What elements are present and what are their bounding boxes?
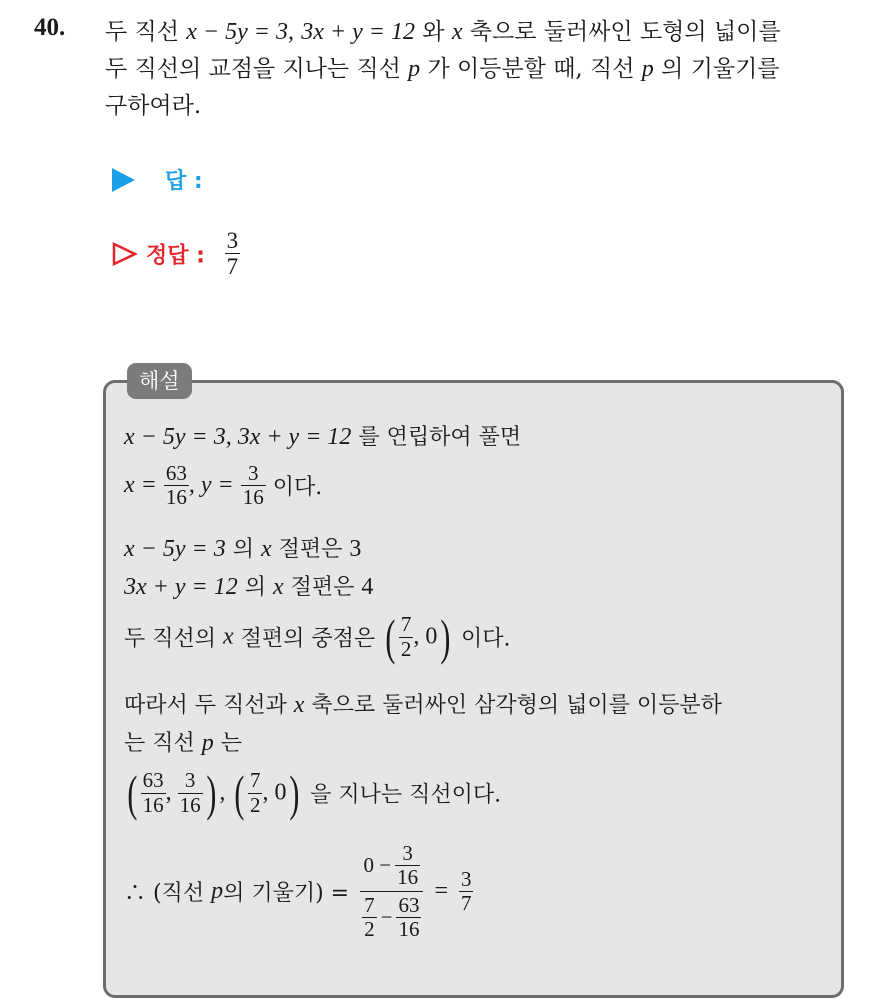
text: 절편의 중점은 bbox=[233, 626, 383, 652]
text: 이다. bbox=[453, 626, 511, 652]
text: 두 직선 bbox=[105, 19, 187, 45]
text: 절편은 bbox=[283, 575, 362, 600]
text: 따라서 두 직선과 bbox=[124, 693, 294, 718]
text: 축으로 둘러싸인 삼각형의 넓이를 이등분하 bbox=[304, 693, 722, 718]
correct-answer-fraction bbox=[225, 228, 241, 280]
intercept-value: 4 bbox=[361, 574, 374, 600]
question-line-1 bbox=[105, 14, 865, 51]
text: 는 직선 bbox=[124, 731, 202, 756]
question-text bbox=[105, 14, 865, 125]
text: , y = bbox=[188, 472, 234, 499]
question-line-2 bbox=[105, 51, 865, 88]
correct-answer-row bbox=[112, 228, 240, 280]
text: 절편은 bbox=[271, 537, 350, 562]
text: ∴ (직선 bbox=[124, 881, 212, 907]
text: 을 지나는 직선이다. bbox=[303, 782, 502, 808]
numerator: 3 bbox=[460, 867, 472, 892]
play-triangle-icon bbox=[112, 168, 135, 192]
x-fraction bbox=[164, 462, 189, 509]
numerator: 3 bbox=[402, 841, 413, 865]
numerator: 3 bbox=[247, 461, 259, 485]
solution-line-6 bbox=[124, 688, 844, 719]
solution-line-8: ( $\frac{63}{16}$ , $\frac{3}{16}$ ) , ( $\frac{7}{2}$ , 0) 을 지나는 직선이다. bbox=[127, 765, 502, 821]
numerator: 63 bbox=[398, 893, 420, 918]
solution-line-4 bbox=[124, 570, 844, 601]
text: 의 기울기) = bbox=[223, 881, 350, 907]
variable-x: x bbox=[451, 19, 463, 45]
fraction bbox=[362, 894, 377, 941]
slope-numerator bbox=[361, 842, 422, 891]
text: 0 − bbox=[363, 853, 392, 878]
text: 의 bbox=[225, 537, 261, 562]
left-paren: ( bbox=[127, 765, 138, 821]
text: 의 bbox=[237, 575, 273, 600]
numerator: 63 bbox=[142, 768, 164, 793]
solution-line-7 bbox=[124, 726, 844, 757]
numerator: 7 bbox=[364, 893, 375, 918]
fraction bbox=[396, 894, 421, 941]
variable-p: p bbox=[211, 878, 224, 905]
text: 0 bbox=[274, 779, 287, 806]
text: 를 연립하여 풀면 bbox=[351, 425, 522, 450]
text: 두 직선의 bbox=[124, 626, 223, 652]
denominator: 16 bbox=[398, 917, 420, 942]
variable-p: p bbox=[641, 56, 654, 82]
denominator: 2 bbox=[249, 792, 261, 817]
denominator: 16 bbox=[165, 485, 187, 510]
answer-label: 답 : bbox=[165, 169, 203, 194]
numerator: 7 bbox=[400, 612, 412, 637]
left-paren: ( bbox=[234, 765, 245, 821]
solution-line-1 bbox=[124, 420, 844, 451]
variable-x: x bbox=[293, 692, 305, 718]
right-paren: ) bbox=[205, 765, 216, 821]
y-fraction bbox=[241, 462, 266, 509]
equation: x − 5y = 3 bbox=[124, 536, 226, 562]
numerator: 7 bbox=[249, 768, 261, 793]
outline-triangle-icon bbox=[112, 242, 138, 266]
intercept-value: 3 bbox=[349, 536, 362, 562]
fraction bbox=[395, 842, 420, 889]
equation: 3x + y = 12 bbox=[124, 574, 238, 600]
text: 축으로 둘러싸인 도형의 넓이를 bbox=[462, 19, 781, 45]
denominator: 2 bbox=[400, 636, 412, 661]
right-paren: ) bbox=[289, 765, 300, 821]
point-y-fraction bbox=[178, 769, 203, 816]
question-line-3: 구하여라. bbox=[105, 93, 202, 119]
variable-x: x bbox=[260, 536, 272, 562]
numerator: 63 bbox=[165, 461, 187, 485]
denominator: 16 bbox=[179, 792, 201, 817]
text: 의 기울기를 bbox=[653, 56, 780, 82]
result-fraction bbox=[459, 868, 474, 915]
denominator: 2 bbox=[364, 917, 375, 942]
text: , 0 bbox=[413, 623, 438, 650]
point-x-fraction bbox=[141, 769, 166, 816]
slope-fraction bbox=[360, 842, 423, 941]
solution-line-3 bbox=[124, 532, 844, 563]
midpoint-fraction bbox=[248, 769, 263, 816]
variable-p: p bbox=[201, 730, 214, 756]
slope-denominator: $\frac{7}{2}$ − $\frac{63}{16}$ bbox=[360, 891, 423, 941]
equation-1: x − 5y = 3, bbox=[186, 19, 294, 45]
solution-line-2 bbox=[124, 462, 844, 509]
equations: x − 5y = 3, 3x + y = 12 bbox=[124, 424, 352, 450]
text: 는 bbox=[213, 731, 242, 756]
midpoint-fraction bbox=[399, 613, 414, 660]
numerator: 3 bbox=[226, 228, 239, 253]
denominator: 16 bbox=[397, 865, 419, 890]
text: 두 직선의 교점을 지나는 직선 bbox=[105, 56, 409, 82]
solution-tag: 해설 bbox=[127, 363, 192, 399]
left-paren: ( bbox=[385, 609, 396, 665]
variable-p: p bbox=[408, 56, 421, 82]
text: x = bbox=[124, 472, 157, 499]
denominator: 16 bbox=[242, 485, 264, 510]
text: 와 bbox=[415, 19, 452, 45]
denominator: 16 bbox=[142, 792, 164, 817]
solution-line-5 bbox=[124, 609, 844, 665]
text: 가 이등분할 때, 직선 bbox=[420, 56, 642, 82]
variable-x: x bbox=[272, 574, 284, 600]
equation-2: 3x + y = 12 bbox=[301, 19, 415, 45]
answer-row bbox=[112, 164, 203, 195]
variable-x: x bbox=[223, 623, 234, 650]
denominator: 7 bbox=[226, 254, 239, 280]
numerator: 3 bbox=[184, 768, 196, 793]
question-number: 40. bbox=[34, 14, 66, 41]
correct-label: 정답 : bbox=[146, 243, 205, 269]
denominator: 7 bbox=[460, 891, 472, 916]
solution-line-9: ∴ (직선 p의 기울기) = 0 − $\frac{3}{16}$ $\frac{7}{2}$ − $\frac{63}{16}$ = $\frac{3}{7}$ bbox=[124, 841, 472, 942]
right-paren: ) bbox=[440, 609, 451, 665]
text: 이다. bbox=[265, 475, 323, 501]
